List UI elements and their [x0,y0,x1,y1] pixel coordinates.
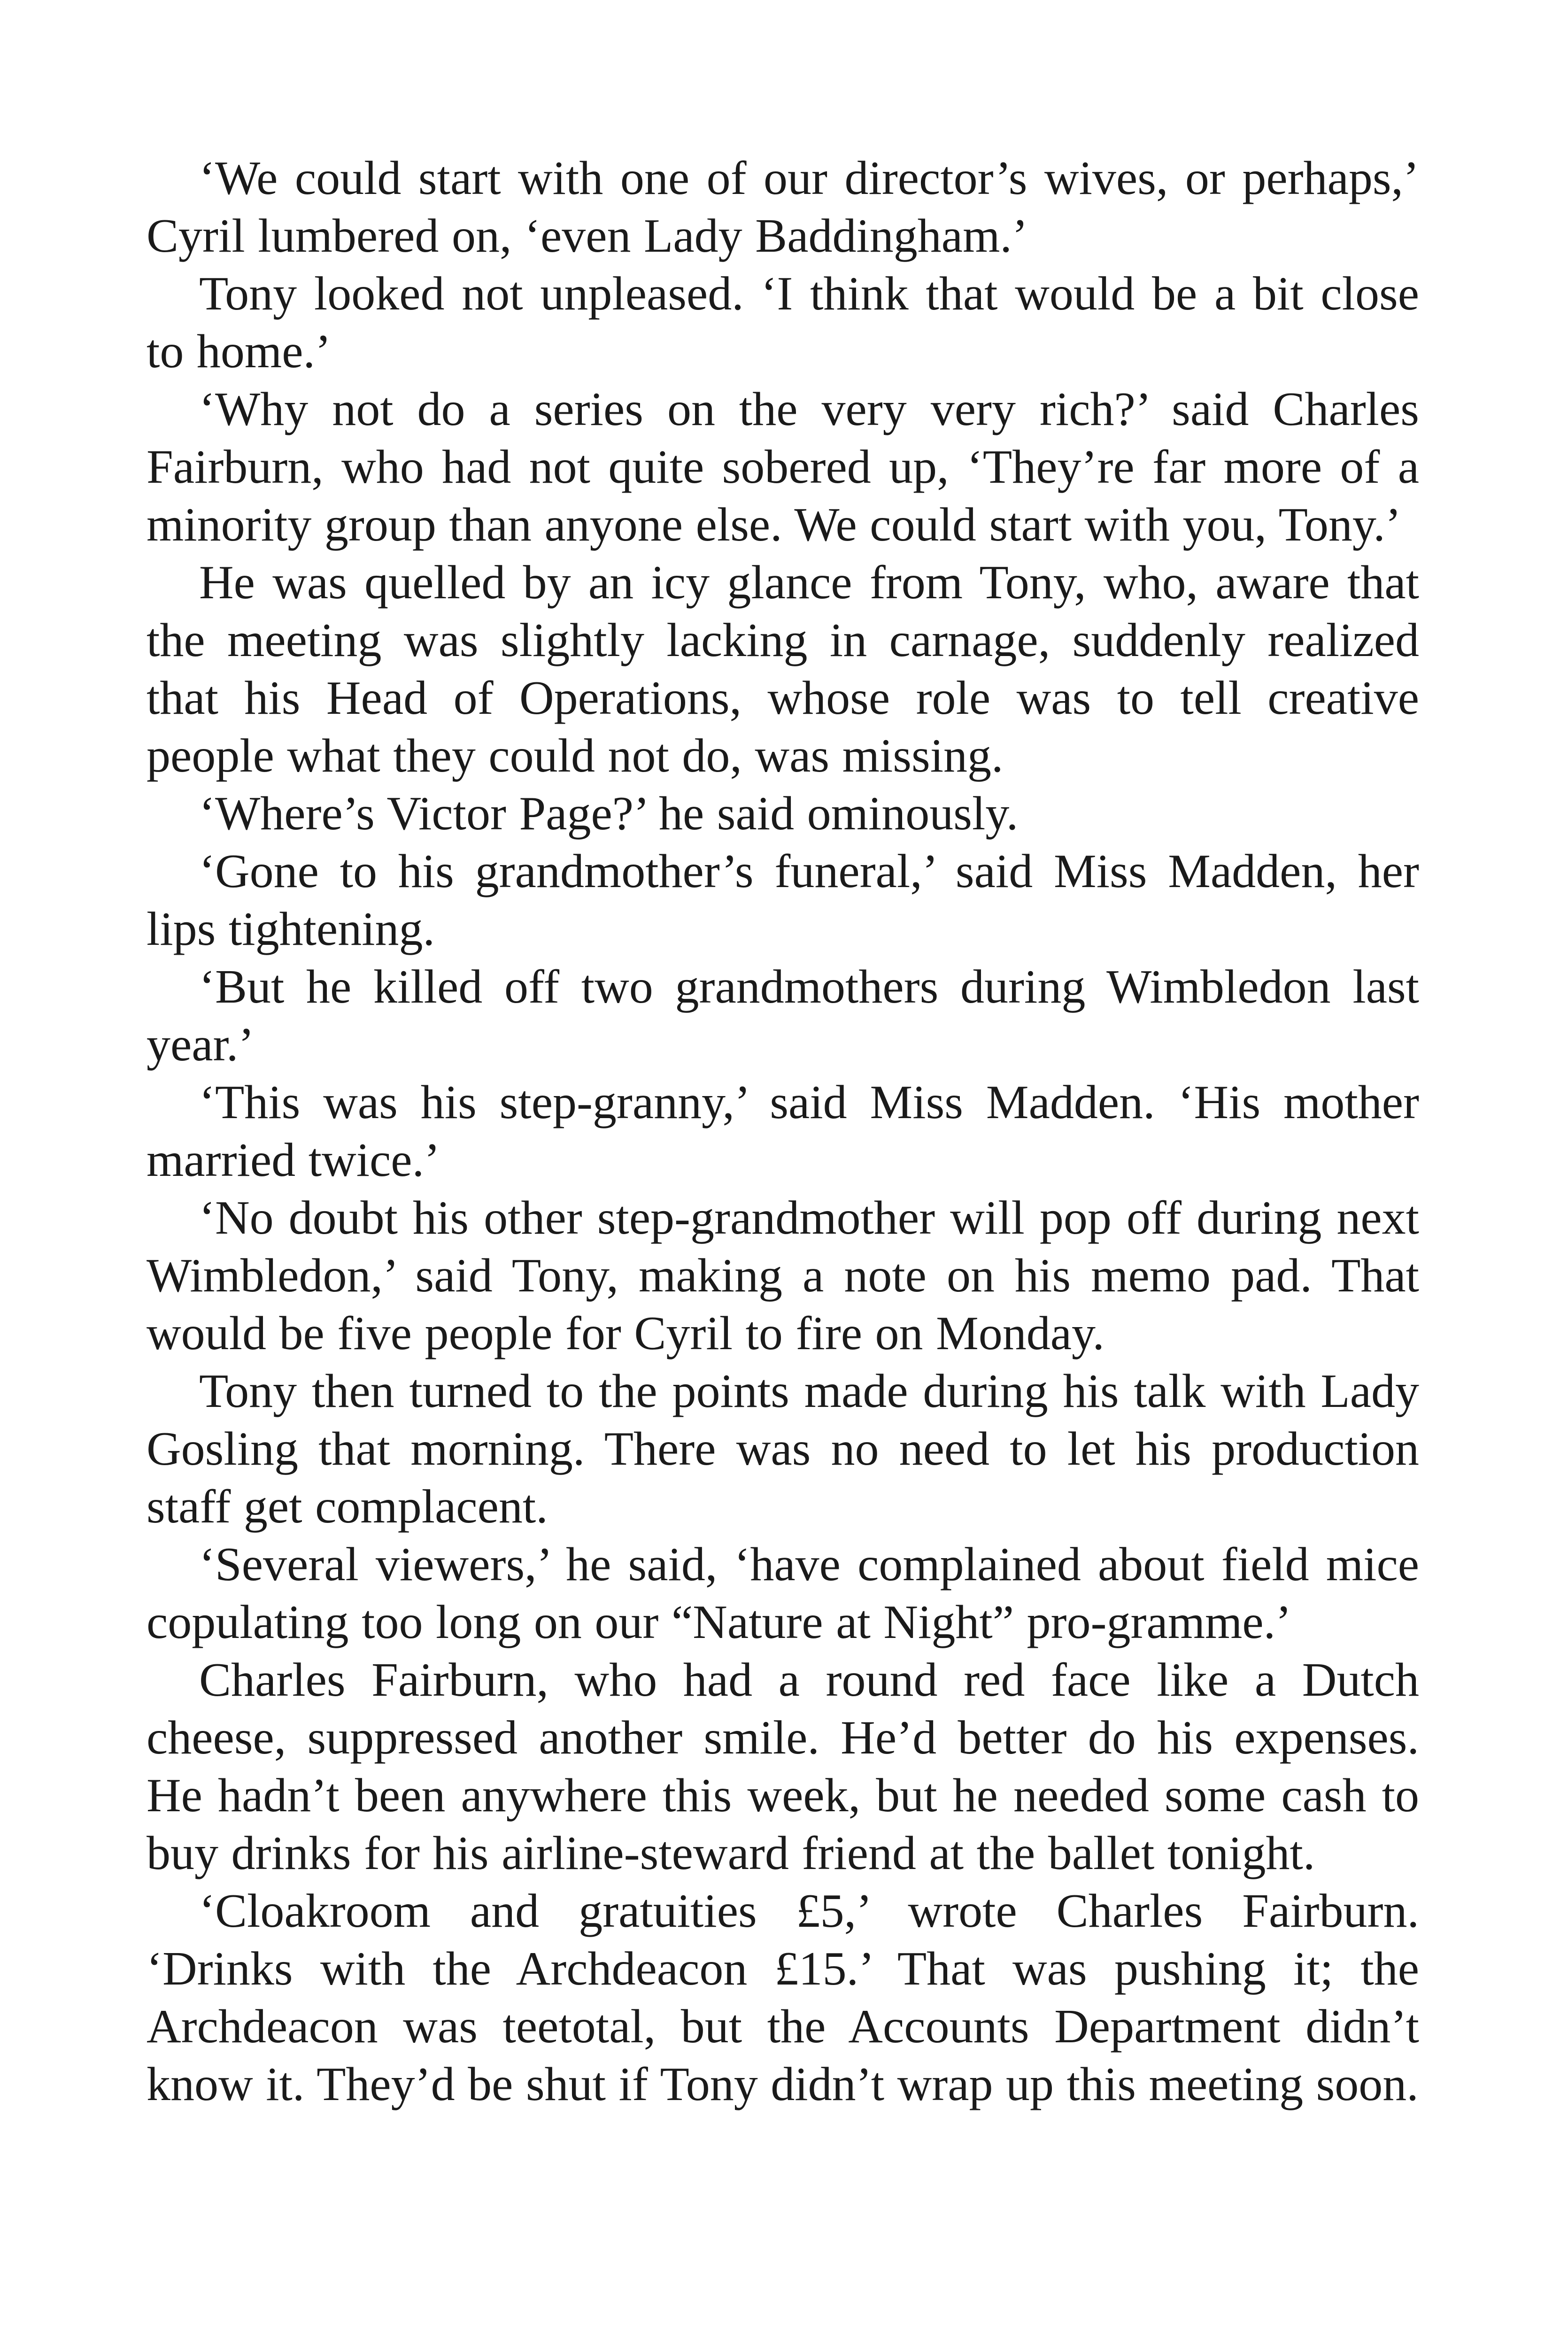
paragraph: ‘We could start with one of our director’s wives, or perhaps,’ Cyril lumbered on, ‘even Lady Baddingham.’ [147,152,1419,263]
paragraph: ‘Why not do a series on the very very rich?’ said Charles Fairburn, who had not quite sobered up, ‘They’re far more of a minority group than anyone else. We could start with you, Tony.’ [147,383,1419,551]
paragraph: Tony looked not unpleased. ‘I think that would be a bit close to home.’ [147,267,1419,378]
paragraph: ‘But he killed off two grandmothers during Wimbledon last year.’ [147,960,1419,1071]
paragraph: ‘Where’s Victor Page?’ he said ominously. [199,787,1019,840]
paragraph: Tony then turned to the points made during his talk with Lady Gosling that morning. There was no need to let his production staff get complacent. [147,1365,1419,1533]
paragraph: Charles Fairburn, who had a round red face like a Dutch cheese, suppressed another smile. He’d better do his expenses. He hadn’t been anywhere this week, but he needed some cash to buy drinks for his airline-steward friend at the ballet tonight. [147,1653,1419,1880]
paragraph: ‘This was his step-granny,’ said Miss Madden. ‘His mother married twice.’ [147,1076,1419,1187]
paragraph: ‘Gone to his grandmother’s funeral,’ said Miss Madden, her lips tightening. [147,845,1419,956]
page-text [147,149,1419,2113]
paragraph: ‘Several viewers,’ he said, ‘have complained about field mice copulating too long on our “Nature at Night” pro-gramme.’ [147,1538,1419,1649]
paragraph: He was quelled by an icy glance from Tony, who, aware that the meeting was slightly lacking in carnage, suddenly realized that his Head of Operations, whose role was to tell creative people what they could not do, was missing. [147,556,1419,782]
paragraph: ‘Cloakroom and gratuities £5,’ wrote Charles Fairburn. ‘Drinks with the Archdeacon £15.’ That was pushing it; the Archdeacon was teetotal, but the Accounts Department didn’t know it. They’d be shut if Tony didn’t wrap up this meeting soon. [147,1885,1419,2111]
paragraph: ‘No doubt his other step-grandmother will pop off during next Wimbledon,’ said Tony, making a note on his memo pad. That would be five people for Cyril to fire on Monday. [147,1191,1419,1360]
